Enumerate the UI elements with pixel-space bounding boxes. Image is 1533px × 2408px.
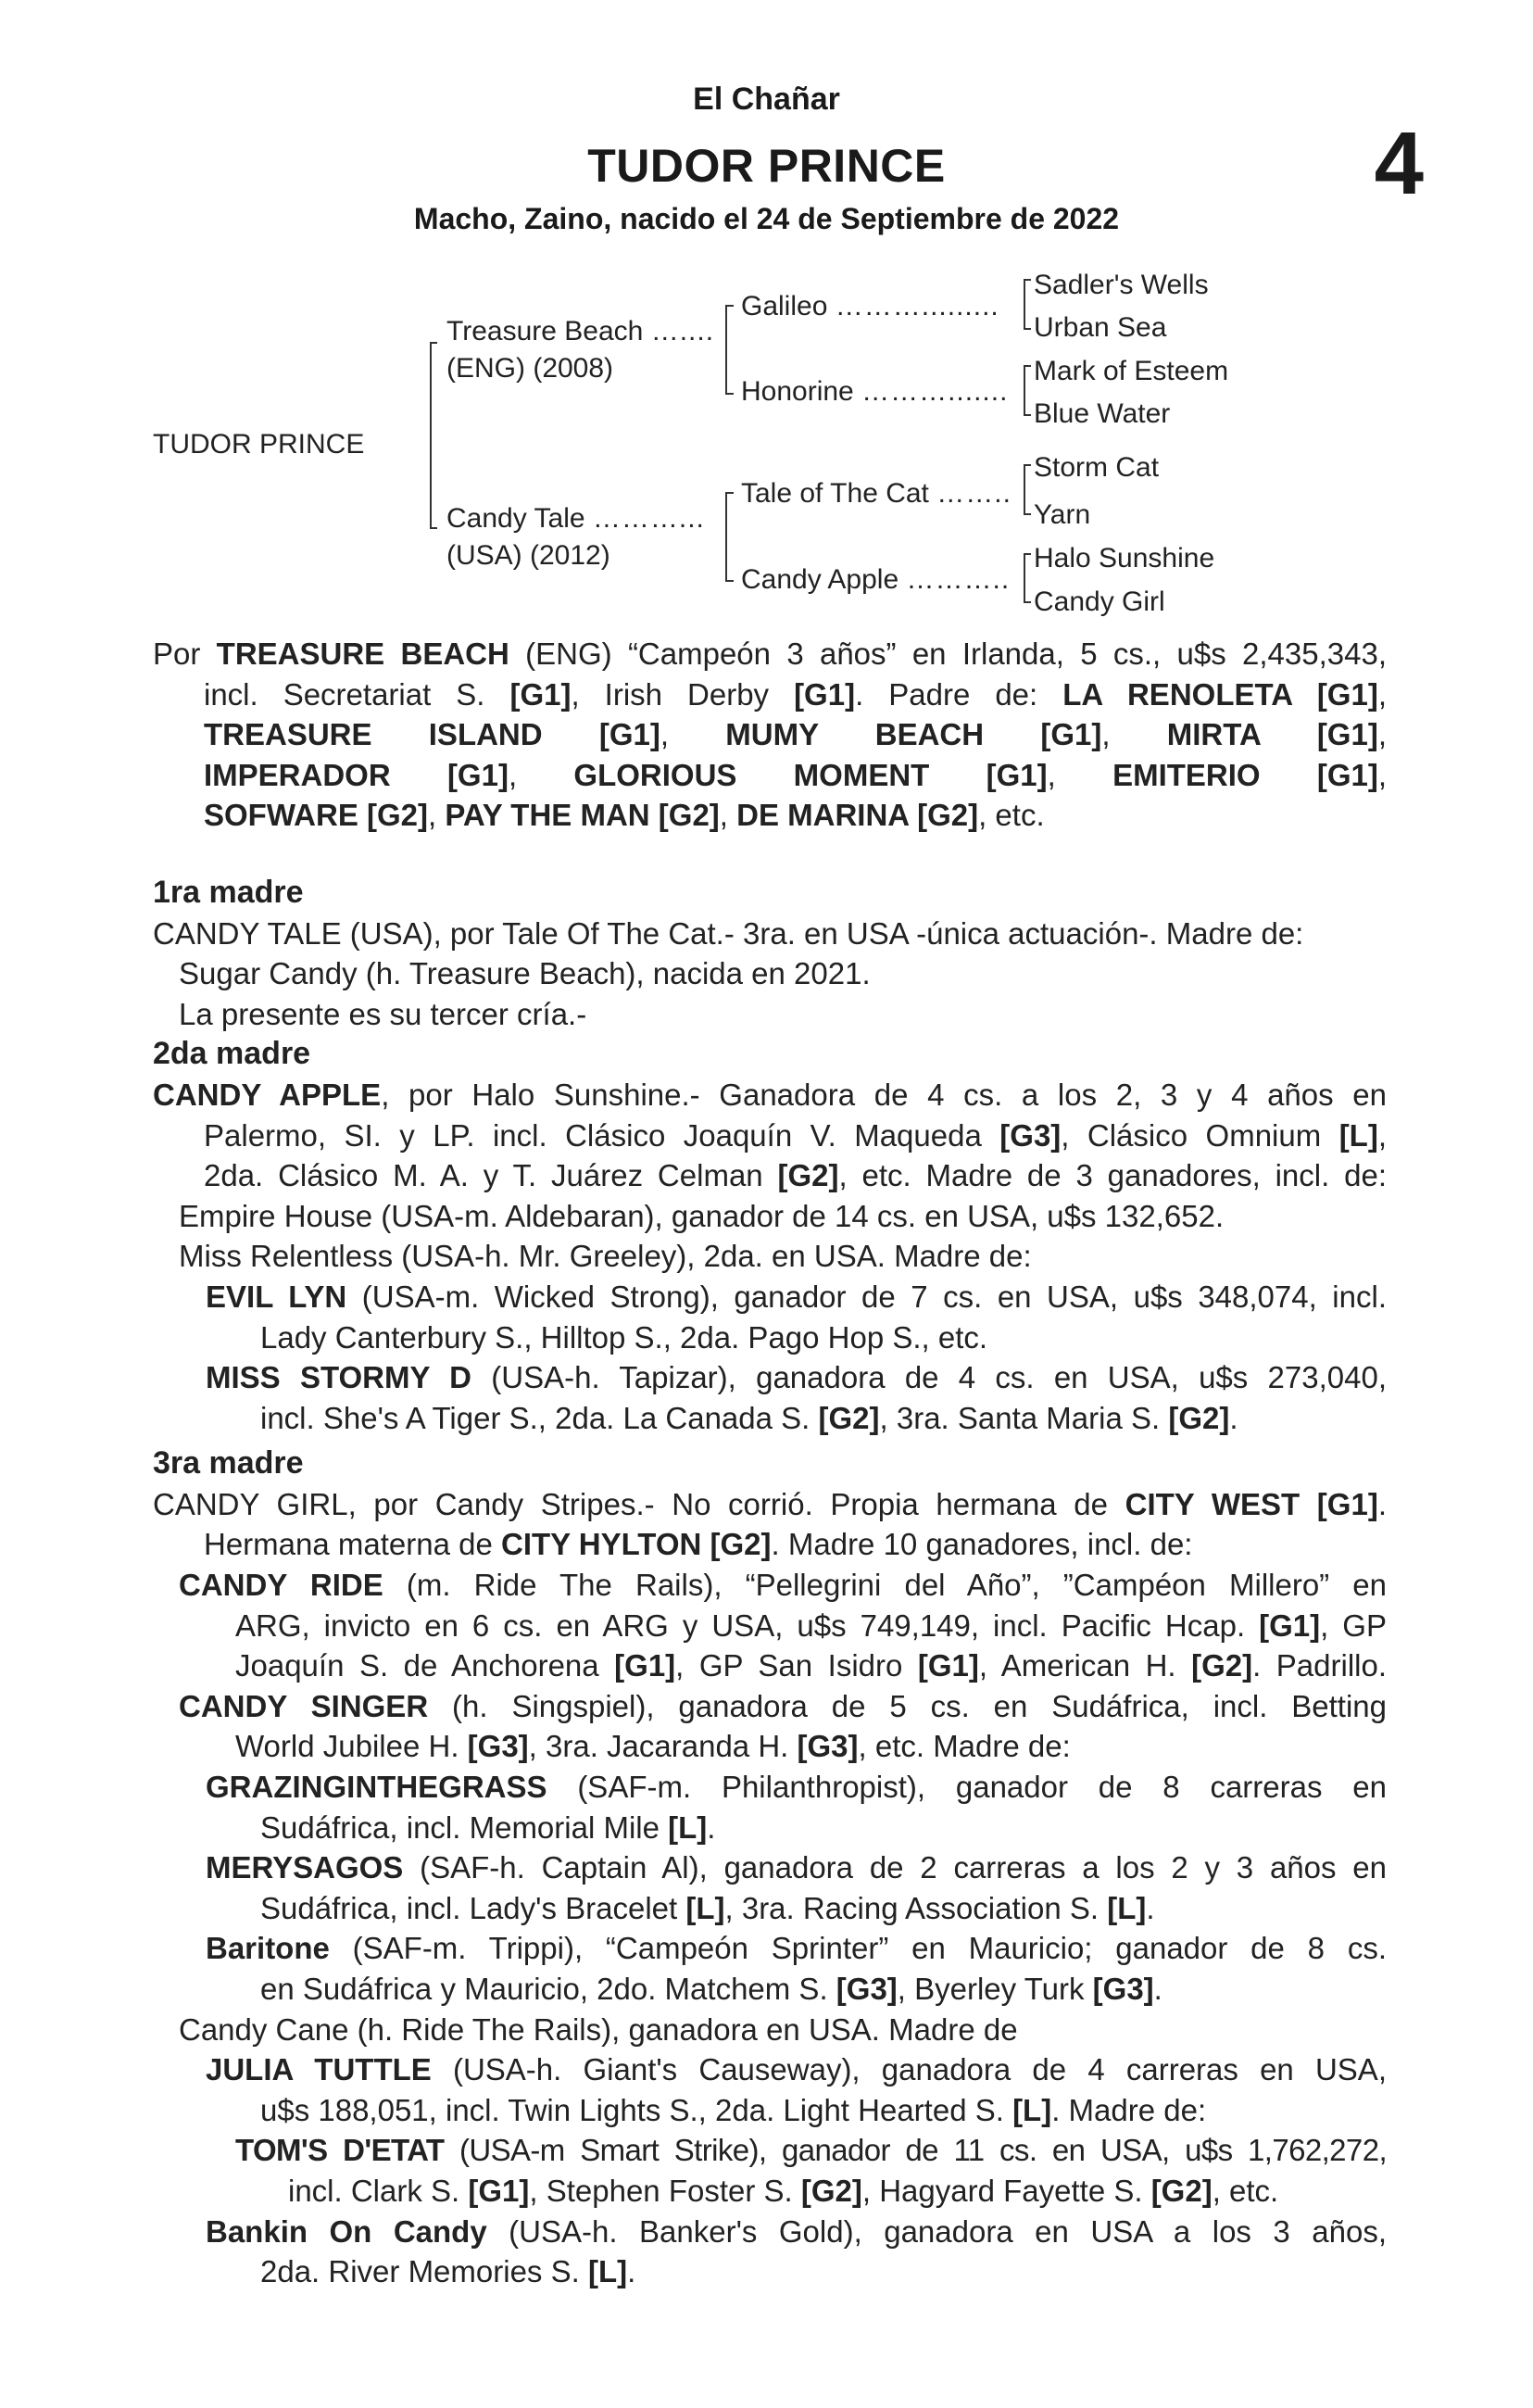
- pedigree-gen2-3: Tale of The Cat ……..: [741, 478, 1012, 509]
- third-dam-line-1: CANDY GIRL, por Candy Stripes.- No corrió. Propia hermana de CITY WEST [G1].: [153, 1486, 1387, 1521]
- candy-cane-line: Candy Cane (h. Ride The Rails), ganadora en USA. Madre de: [179, 2011, 1018, 2047]
- pedigree-gen3-7: Halo Sunshine: [1034, 543, 1215, 574]
- pedigree-gen3-4: Blue Water: [1034, 398, 1171, 429]
- pedigree-dam-origin: (USA) (2012): [446, 540, 610, 571]
- evil-lyn-line-1: EVIL LYN (USA-m. Wicked Strong), ganador de 7 cs. en USA, u$s 348,074, incl.: [206, 1279, 1387, 1314]
- pedigree-dam: Candy Tale ………...: [446, 503, 705, 534]
- pedigree-gen2-2: Honorine ……….......: [741, 376, 1009, 407]
- candy-ride-line-1: CANDY RIDE (m. Ride The Rails), “Pellegrini del Año”, ”Campéon Millero” en: [179, 1568, 1387, 1603]
- second-dam-line-1: CANDY APPLE, por Halo Sunshine.- Ganadora de 4 cs. a los 2, 3 y 4 años en: [153, 1077, 1387, 1112]
- pedigree-gen3-1: Sadler's Wells: [1034, 270, 1209, 300]
- horse-description: Macho, Zaino, nacido el 24 de Septiembre de 2022: [413, 202, 1120, 235]
- second-dam-line-2: Palermo, SI. y LP. incl. Clásico Joaquín V. Maqueda [G3], Clásico Omnium [L],: [204, 1117, 1387, 1153]
- grazing-line-2: Sudáfrica, incl. Memorial Mile [L].: [260, 1809, 716, 1845]
- second-dam-line-4: Empire House (USA-m. Aldebaran), ganador de 14 cs. en USA, u$s 132,652.: [179, 1198, 1225, 1233]
- candy-ride-line-3: Joaquín S. de Anchorena [G1], GP San Isidro [G1], American H. [G2]. Padrillo.: [235, 1648, 1388, 1683]
- miss-stormy-line-1: MISS STORMY D (USA-h. Tapizar), ganadora de 4 cs. en USA, u$s 273,040,: [206, 1360, 1387, 1395]
- first-dam-line-3: La presente es su tercer cría.-: [179, 996, 587, 1031]
- third-dam-line-2: Hermana materna de CITY HYLTON [G2]. Madre 10 ganadores, incl. de:: [204, 1527, 1193, 1562]
- julia-tuttle-line-1: JULIA TUTTLE (USA-h. Giant's Causeway), ganadora de 4 carreras en USA,: [206, 2052, 1387, 2087]
- julia-tuttle-line-2: u$s 188,051, incl. Twin Lights S., 2da. Light Hearted S. [L]. Madre de:: [260, 2092, 1207, 2127]
- first-dam-heading: 1ra madre: [153, 874, 304, 910]
- pedigree-gen3-2: Urban Sea: [1034, 312, 1167, 343]
- pedigree-gen3-6: Yarn: [1034, 499, 1091, 530]
- sire-line-5: SOFWARE [G2], PAY THE MAN [G2], DE MARINA [G2], etc.: [204, 798, 1045, 833]
- pedigree-gen3-8: Candy Girl: [1034, 586, 1165, 617]
- toms-detat-line-1: TOM'S D'ETAT (USA-m Smart Strike), ganador de 11 cs. en USA, u$s 1,762,272,: [235, 2133, 1388, 2168]
- pedigree-subject: TUDOR PRINCE: [153, 429, 365, 460]
- candy-singer-line-2: World Jubilee H. [G3], 3ra. Jacaranda H. [G3], etc. Madre de:: [235, 1729, 1071, 1764]
- catalog-body: [153, 634, 1387, 2292]
- candy-singer-line-1: CANDY SINGER (h. Singspiel), ganadora de 5 cs. en Sudáfrica, incl. Betting: [179, 1688, 1387, 1723]
- pedigree-gen3-3: Mark of Esteem: [1034, 356, 1229, 386]
- pedigree-sire: Treasure Beach …....: [446, 316, 715, 347]
- bankin-line-2: 2da. River Memories S. [L].: [260, 2254, 636, 2289]
- baritone-line-2: en Sudáfrica y Mauricio, 2do. Matchem S. [G3], Byerley Turk [G3].: [260, 1972, 1162, 2006]
- grazing-line-1: GRAZINGINTHEGRASS (SAF-m. Philanthropist), ganador de 8 carreras en: [206, 1770, 1387, 1805]
- pedigree-gen2-1: Galileo ……….........: [741, 291, 999, 321]
- first-dam-line-1: CANDY TALE (USA), por Tale Of The Cat.- 3ra. en USA -única actuación-. Madre de:: [153, 915, 1304, 951]
- bankin-line-1: Bankin On Candy (USA-h. Banker's Gold), ganadora en USA a los 3 años,: [206, 2213, 1387, 2249]
- stud-name: El Chañar: [693, 82, 840, 117]
- candy-ride-line-2: ARG, invicto en 6 cs. en ARG y USA, u$s 749,149, incl. Pacific Hcap. [G1], GP: [235, 1607, 1387, 1643]
- merysagos-line-2: Sudáfrica, incl. Lady's Bracelet [L], 3ra. Racing Association S. [L].: [260, 1890, 1155, 1925]
- merysagos-line-1: MERYSAGOS (SAF-h. Captain Al), ganadora de 2 carreras a los 2 y 3 años en: [206, 1850, 1387, 1885]
- second-dam-line-3: 2da. Clásico M. A. y T. Juárez Celman [G2], etc. Madre de 3 ganadores, incl. de:: [204, 1158, 1387, 1193]
- baritone-line-1: Baritone (SAF-m. Trippi), “Campeón Sprinter” en Mauricio; ganador de 8 cs.: [206, 1931, 1387, 1966]
- sire-line-2: incl. Secretariat S. [G1], Irish Derby [G1]. Padre de: LA RENOLETA [G1],: [204, 676, 1387, 712]
- lot-number: 4: [1374, 114, 1424, 213]
- third-dam-heading: 3ra madre: [153, 1445, 304, 1481]
- miss-stormy-line-2: incl. She's A Tiger S., 2da. La Canada S. [G2], 3ra. Santa Maria S. [G2].: [260, 1400, 1238, 1435]
- evil-lyn-line-2: Lady Canterbury S., Hilltop S., 2da. Pago Hop S., etc.: [260, 1319, 988, 1355]
- second-dam-heading: 2da madre: [153, 1036, 311, 1072]
- sire-line-1: Por TREASURE BEACH (ENG) “Campeón 3 años” en Irlanda, 5 cs., u$s 2,435,343,: [153, 637, 1387, 671]
- second-dam-line-5: Miss Relentless (USA-h. Mr. Greeley), 2da. en USA. Madre de:: [179, 1239, 1032, 1274]
- sire-line-3: TREASURE ISLAND [G1], MUMY BEACH [G1], MIRTA [G1],: [204, 717, 1387, 752]
- pedigree-gen3-5: Storm Cat: [1034, 452, 1160, 483]
- horse-name: TUDOR PRINCE: [587, 140, 946, 192]
- pedigree-gen2-4: Candy Apple ………..: [741, 564, 1011, 595]
- pedigree-sire-origin: (ENG) (2008): [446, 353, 614, 384]
- sire-line-4: IMPERADOR [G1], GLORIOUS MOMENT [G1], EMITERIO [G1],: [204, 757, 1388, 792]
- toms-detat-line-2: incl. Clark S. [G1], Stephen Foster S. [G2], Hagyard Fayette S. [G2], etc.: [288, 2173, 1279, 2208]
- first-dam-line-2: Sugar Candy (h. Treasure Beach), nacida en 2021.: [179, 956, 871, 991]
